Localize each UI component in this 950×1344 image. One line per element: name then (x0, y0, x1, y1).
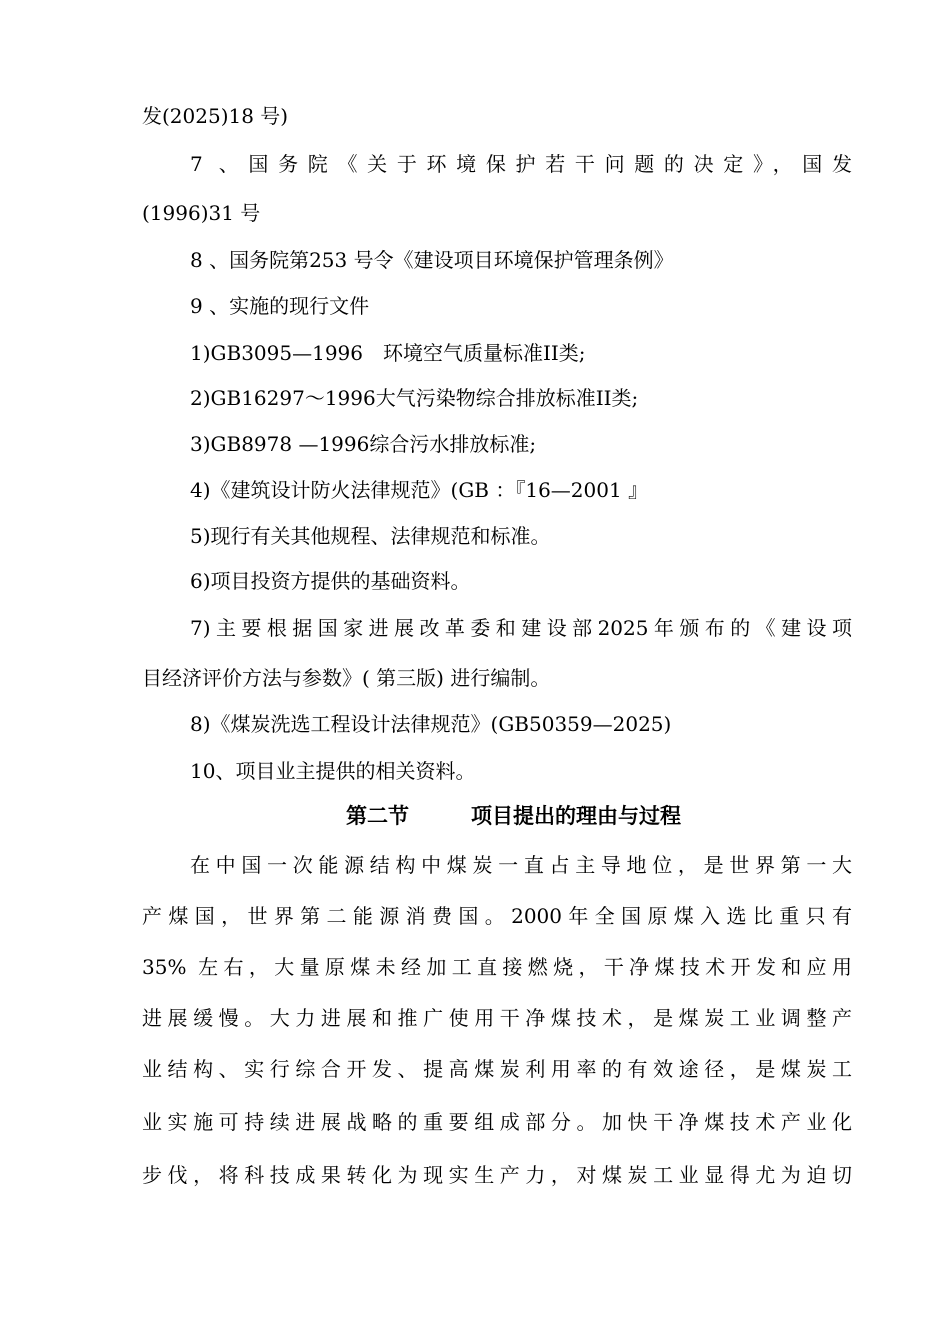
standard-item-1: 1)GB3095—1996 环境空气质量标准II类; (190, 341, 586, 365)
standard-item-3: 3)GB8978 —1996综合污水排放标准; (190, 432, 537, 456)
reference-line-6-continuation: 发(2025)18 号) (142, 104, 289, 128)
paragraph-line-1: 在中国一次能源结构中煤炭一直占主导地位，是世界第一大 (190, 853, 852, 877)
section-title: 项目提出的理由与过程 (471, 804, 681, 828)
reference-item-9: 9 、实施的现行文件 (190, 294, 370, 318)
paragraph-line-4: 进展缓慢。大力进展和推广使用干净煤技术，是煤炭工业调整产 (142, 1006, 852, 1030)
reference-item-8: 8 、国务院第253 号令《建设项目环境保护管理条例》 (190, 248, 674, 272)
standard-item-7: 7)主要根据国家进展改革委和建设部2025年颁布的《建设项 (190, 616, 852, 640)
standard-item-4: 4)《建筑设计防火法律规范》(GB ：『16—2001 』 (190, 478, 649, 502)
reference-item-7: 7 、国务院《关于环境保护若干问题的决定》，国发 (190, 152, 852, 176)
standard-item-8: 8)《煤炭洗选工程设计法律规范》(GB50359—2025) (190, 712, 672, 736)
standard-item-7-continuation: 目经济评价方法与参数》( 第三版) 进行编制。 (142, 666, 551, 690)
paragraph-line-2: 产煤国，世界第二能源消费国。2000年全国原煤入选比重只有 (142, 904, 852, 928)
paragraph-line-7: 步伐，将科技成果转化为现实生产力，对煤炭工业显得尤为迫切 (142, 1163, 852, 1187)
standard-item-6: 6)项目投资方提供的基础资料。 (190, 569, 471, 593)
section-number: 第二节 (346, 804, 409, 828)
reference-item-7-continuation: (1996)31 号 (142, 201, 261, 225)
paragraph-line-3: 35% 左右，大量原煤未经加工直接燃烧，干净煤技术开发和应用 (142, 955, 852, 979)
standard-item-5: 5)现行有关其他规程、法律规范和标准。 (190, 524, 551, 548)
section-heading (346, 803, 681, 829)
paragraph-line-5: 业结构、实行综合开发、提高煤炭利用率的有效途径，是煤炭工 (142, 1057, 852, 1081)
paragraph-line-6: 业实施可持续进展战略的重要组成部分。加快干净煤技术产业化 (142, 1110, 852, 1134)
standard-item-2: 2)GB16297～1996大气污染物综合排放标准II类; (190, 386, 639, 410)
reference-item-10: 10、项目业主提供的相关资料。 (190, 759, 476, 783)
